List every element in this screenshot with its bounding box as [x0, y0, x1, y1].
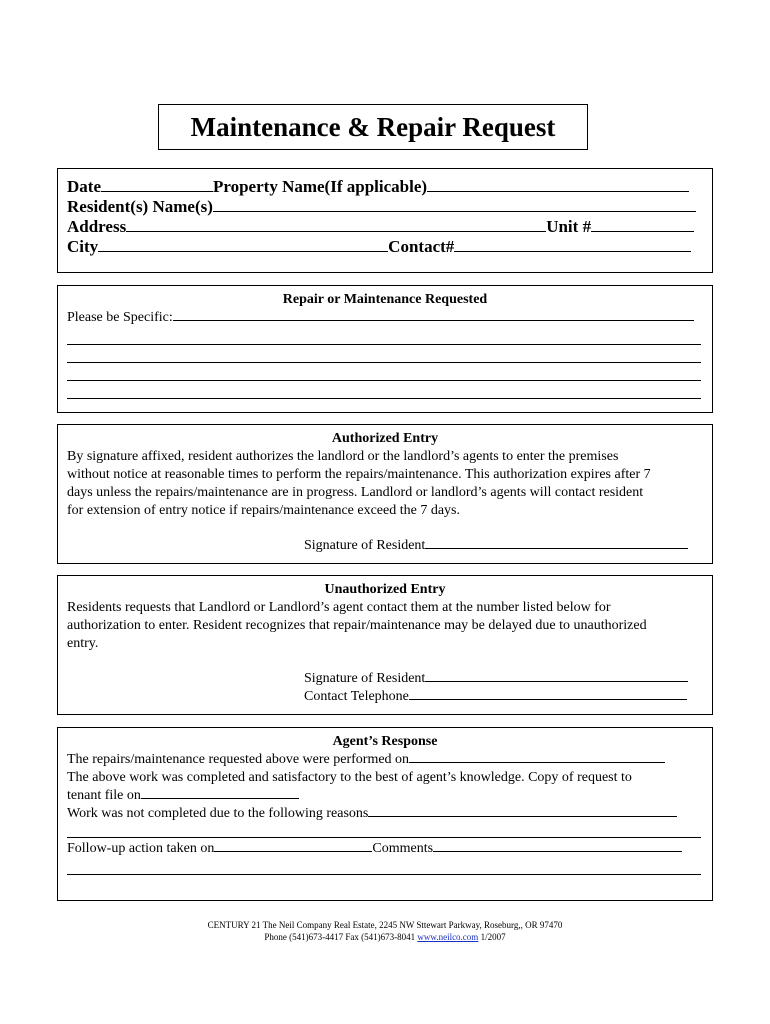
tenant-file-label: tenant file on: [67, 788, 141, 803]
not-completed-label: Work was not completed due to the following reasons: [67, 806, 369, 821]
authorized-text-line: By signature affixed, resident authorizes the landlord or the landlord’s agents to enter the premises: [67, 449, 619, 464]
unauthorized-heading: Unauthorized Entry: [324, 582, 446, 597]
followup-date-field[interactable]: [214, 850, 372, 852]
authorized-text-line: for extension of entry notice if repairs/maintenance exceed the 7 days.: [67, 503, 461, 518]
unit-field[interactable]: [591, 230, 694, 232]
contact-telephone-field[interactable]: [409, 698, 687, 700]
repair-line[interactable]: [67, 344, 701, 345]
agent-response-box: [57, 727, 713, 901]
footer-contact: [0, 931, 770, 943]
date-label: Date: [67, 177, 101, 196]
authorized-signature-label: Signature of Resident: [304, 538, 426, 553]
footer-address: CENTURY 21 The Neil Company Real Estate, 2245 NW Sttewart Parkway, Roseburg,, OR 97470: [207, 920, 563, 930]
authorized-entry-box: [57, 424, 713, 564]
comments-field[interactable]: [433, 850, 682, 852]
authorized-text-line: without notice at reasonable times to perform the repairs/maintenance. This authorization expires after 7: [67, 467, 651, 482]
authorized-heading: Authorized Entry: [331, 431, 439, 446]
agent-response-heading: Agent’s Response: [332, 734, 438, 749]
comments-label: Comments: [372, 841, 434, 856]
city-label: City: [67, 237, 99, 256]
not-completed-reasons-field[interactable]: [368, 815, 677, 817]
unit-label: Unit #: [546, 217, 592, 236]
unauthorized-entry-box: [57, 575, 713, 715]
contact-label: Contact#: [388, 237, 455, 256]
repair-line[interactable]: [67, 362, 701, 363]
address-label: Address: [67, 217, 127, 236]
repair-line[interactable]: [67, 398, 701, 399]
authorized-text-line: days unless the repairs/maintenance are in progress. Landlord or landlord’s agents will contact resident: [67, 485, 644, 500]
unauthorized-text-line: Residents requests that Landlord or Landlord’s agent contact them at the number listed below for: [67, 600, 611, 615]
specific-prompt: Please be Specific:: [67, 310, 173, 325]
property-name-field[interactable]: [427, 190, 689, 192]
property-name-label: Property Name(If applicable): [212, 177, 428, 196]
repair-request-box: [57, 285, 713, 413]
page-title: Maintenance & Repair Request: [158, 104, 588, 150]
comments-line[interactable]: [67, 874, 701, 875]
authorized-signature-field[interactable]: [425, 547, 688, 549]
repair-description-field[interactable]: [173, 319, 694, 321]
website-link[interactable]: www.neilco.com: [417, 932, 479, 942]
footer-phone-fax: Phone (541)673-4417 Fax (541)673-8041: [264, 932, 416, 942]
address-field[interactable]: [126, 230, 546, 232]
unauthorized-signature-label: Signature of Resident: [304, 671, 426, 686]
followup-label: Follow-up action taken on: [67, 841, 215, 856]
residents-label: Resident(s) Name(s): [67, 197, 213, 216]
repair-line[interactable]: [67, 380, 701, 381]
tenant-file-date-field[interactable]: [141, 797, 299, 799]
footer-revision: 1/2007: [480, 932, 506, 942]
unauthorized-text-line: entry.: [67, 636, 99, 651]
contact-telephone-label: Contact Telephone: [304, 689, 409, 704]
contact-field[interactable]: [454, 250, 691, 252]
city-field[interactable]: [98, 250, 388, 252]
reasons-line[interactable]: [67, 837, 701, 838]
resident-info-box: [57, 168, 713, 273]
repair-heading: Repair or Maintenance Requested: [282, 292, 488, 307]
unauthorized-signature-field[interactable]: [425, 680, 688, 682]
performed-on-field[interactable]: [409, 761, 665, 763]
unauthorized-text-line: authorization to enter. Resident recognizes that repair/maintenance may be delayed due to unauthorized: [67, 618, 647, 633]
completed-text-line: The above work was completed and satisfactory to the best of agent’s knowledge. Copy of request to: [67, 770, 632, 785]
date-field[interactable]: [101, 190, 213, 192]
performed-on-label: The repairs/maintenance requested above were performed on: [67, 752, 410, 767]
residents-field[interactable]: [213, 210, 696, 212]
